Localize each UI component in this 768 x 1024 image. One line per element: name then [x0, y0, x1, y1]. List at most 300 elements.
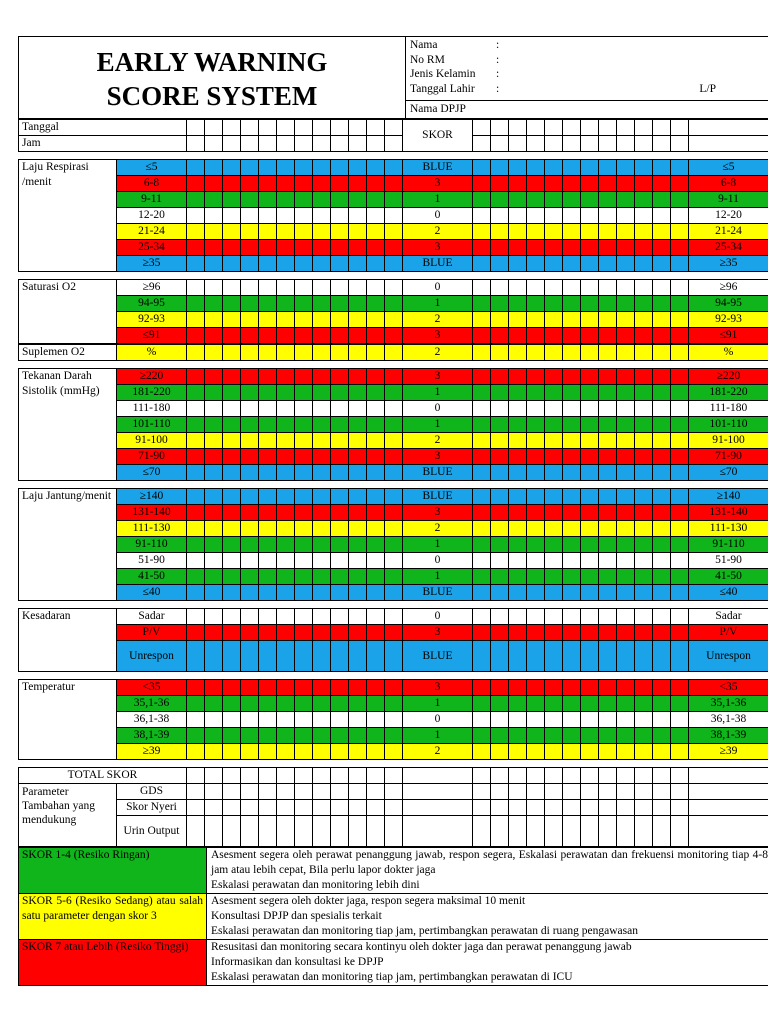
score-entry-cell[interactable]: [527, 712, 545, 728]
score-entry-cell[interactable]: [295, 369, 313, 385]
score-entry-cell[interactable]: [527, 176, 545, 192]
score-entry-cell[interactable]: [509, 800, 527, 816]
score-entry-cell[interactable]: [473, 744, 491, 760]
score-entry-cell[interactable]: [473, 768, 491, 784]
score-entry-cell[interactable]: [527, 312, 545, 328]
score-entry-cell[interactable]: [473, 712, 491, 728]
score-entry-cell[interactable]: [187, 768, 205, 784]
field-no-rm[interactable]: No RM :: [410, 53, 500, 66]
score-entry-cell[interactable]: [599, 296, 617, 312]
score-entry-cell[interactable]: [385, 744, 403, 760]
score-entry-cell[interactable]: [313, 585, 331, 601]
score-entry-cell[interactable]: [277, 744, 295, 760]
score-entry-cell[interactable]: [385, 328, 403, 344]
score-entry-cell[interactable]: [545, 696, 563, 712]
score-entry-cell[interactable]: [331, 176, 349, 192]
score-entry-cell[interactable]: [563, 120, 581, 136]
score-entry-cell[interactable]: [527, 465, 545, 481]
score-entry-cell[interactable]: [187, 680, 205, 696]
score-entry-cell[interactable]: [617, 800, 635, 816]
score-entry-cell[interactable]: [223, 192, 241, 208]
score-entry-cell[interactable]: [527, 800, 545, 816]
score-entry-cell[interactable]: [313, 369, 331, 385]
score-entry-cell[interactable]: [527, 280, 545, 296]
score-entry-cell[interactable]: [545, 625, 563, 641]
score-entry-cell[interactable]: [653, 401, 671, 417]
score-entry-cell[interactable]: [241, 625, 259, 641]
score-entry-cell[interactable]: [581, 369, 599, 385]
score-entry-cell[interactable]: [545, 728, 563, 744]
score-entry-cell[interactable]: [367, 641, 385, 672]
score-entry-cell[interactable]: [653, 609, 671, 625]
score-entry-cell[interactable]: [313, 744, 331, 760]
score-entry-cell[interactable]: [385, 728, 403, 744]
score-entry-cell[interactable]: [671, 784, 689, 800]
score-entry-cell[interactable]: [223, 136, 241, 152]
score-entry-cell[interactable]: [385, 369, 403, 385]
score-entry-cell[interactable]: [385, 537, 403, 553]
score-entry-cell[interactable]: [187, 224, 205, 240]
score-entry-cell[interactable]: [653, 256, 671, 272]
score-entry-cell[interactable]: [671, 280, 689, 296]
score-entry-cell[interactable]: [295, 280, 313, 296]
score-entry-cell[interactable]: [509, 744, 527, 760]
score-entry-cell[interactable]: [259, 328, 277, 344]
score-entry-cell[interactable]: [653, 537, 671, 553]
score-entry-cell[interactable]: [509, 280, 527, 296]
score-entry-cell[interactable]: [563, 696, 581, 712]
score-entry-cell[interactable]: [581, 800, 599, 816]
score-entry-cell[interactable]: [671, 489, 689, 505]
score-entry-cell[interactable]: [599, 641, 617, 672]
field-jenis-kelamin[interactable]: Jenis Kelamin :: [410, 68, 500, 80]
score-entry-cell[interactable]: [187, 192, 205, 208]
score-entry-cell[interactable]: [223, 328, 241, 344]
score-entry-cell[interactable]: [599, 505, 617, 521]
score-entry-cell[interactable]: [563, 609, 581, 625]
score-entry-cell[interactable]: [635, 712, 653, 728]
score-entry-cell[interactable]: [223, 585, 241, 601]
score-entry-cell[interactable]: [617, 585, 635, 601]
score-entry-cell[interactable]: [223, 465, 241, 481]
score-entry-cell[interactable]: [277, 712, 295, 728]
score-entry-cell[interactable]: [473, 625, 491, 641]
score-entry-cell[interactable]: [205, 505, 223, 521]
score-entry-cell[interactable]: [545, 505, 563, 521]
score-entry-cell[interactable]: [385, 312, 403, 328]
score-entry-cell[interactable]: [205, 521, 223, 537]
score-entry-cell[interactable]: [259, 417, 277, 433]
score-entry-cell[interactable]: [491, 553, 509, 569]
score-entry-cell[interactable]: [491, 489, 509, 505]
score-entry-cell[interactable]: [473, 328, 491, 344]
score-entry-cell[interactable]: [331, 744, 349, 760]
score-entry-cell[interactable]: [563, 224, 581, 240]
score-entry-cell[interactable]: [689, 784, 768, 800]
score-entry-cell[interactable]: [671, 208, 689, 224]
score-entry-cell[interactable]: [313, 328, 331, 344]
score-entry-cell[interactable]: [635, 240, 653, 256]
score-entry-cell[interactable]: [331, 696, 349, 712]
score-entry-cell[interactable]: [367, 208, 385, 224]
score-entry-cell[interactable]: [509, 256, 527, 272]
score-entry-cell[interactable]: [581, 385, 599, 401]
score-entry-cell[interactable]: [205, 768, 223, 784]
score-entry-cell[interactable]: [205, 433, 223, 449]
score-entry-cell[interactable]: [599, 768, 617, 784]
score-entry-cell[interactable]: [295, 728, 313, 744]
score-entry-cell[interactable]: [527, 625, 545, 641]
score-entry-cell[interactable]: [635, 401, 653, 417]
score-entry-cell[interactable]: [563, 680, 581, 696]
score-entry-cell[interactable]: [385, 160, 403, 176]
score-entry-cell[interactable]: [545, 800, 563, 816]
score-entry-cell[interactable]: [403, 768, 473, 784]
score-entry-cell[interactable]: [367, 744, 385, 760]
score-entry-cell[interactable]: [545, 256, 563, 272]
score-entry-cell[interactable]: [581, 641, 599, 672]
score-entry-cell[interactable]: [491, 160, 509, 176]
score-entry-cell[interactable]: [385, 224, 403, 240]
score-entry-cell[interactable]: [617, 256, 635, 272]
score-entry-cell[interactable]: [581, 816, 599, 847]
score-entry-cell[interactable]: [313, 800, 331, 816]
score-entry-cell[interactable]: [241, 680, 259, 696]
score-entry-cell[interactable]: [331, 712, 349, 728]
score-entry-cell[interactable]: [205, 280, 223, 296]
score-entry-cell[interactable]: [563, 136, 581, 152]
score-entry-cell[interactable]: [385, 800, 403, 816]
score-entry-cell[interactable]: [367, 625, 385, 641]
score-entry-cell[interactable]: [223, 553, 241, 569]
score-entry-cell[interactable]: [473, 609, 491, 625]
score-entry-cell[interactable]: [349, 280, 367, 296]
score-entry-cell[interactable]: [473, 385, 491, 401]
score-entry-cell[interactable]: [491, 521, 509, 537]
score-entry-cell[interactable]: [241, 449, 259, 465]
score-entry-cell[interactable]: [187, 696, 205, 712]
score-entry-cell[interactable]: [241, 553, 259, 569]
score-entry-cell[interactable]: [473, 521, 491, 537]
score-entry-cell[interactable]: [653, 465, 671, 481]
score-entry-cell[interactable]: [671, 240, 689, 256]
score-entry-cell[interactable]: [599, 680, 617, 696]
score-entry-cell[interactable]: [509, 192, 527, 208]
score-entry-cell[interactable]: [491, 345, 509, 361]
score-entry-cell[interactable]: [527, 680, 545, 696]
score-entry-cell[interactable]: [653, 280, 671, 296]
score-entry-cell[interactable]: [331, 537, 349, 553]
score-entry-cell[interactable]: [385, 712, 403, 728]
score-entry-cell[interactable]: [259, 120, 277, 136]
score-entry-cell[interactable]: [527, 521, 545, 537]
score-entry-cell[interactable]: [653, 345, 671, 361]
score-entry-cell[interactable]: [349, 521, 367, 537]
score-entry-cell[interactable]: [223, 449, 241, 465]
score-entry-cell[interactable]: [349, 240, 367, 256]
score-entry-cell[interactable]: [223, 296, 241, 312]
score-entry-cell[interactable]: [331, 401, 349, 417]
score-entry-cell[interactable]: [259, 521, 277, 537]
score-entry-cell[interactable]: [241, 433, 259, 449]
score-entry-cell[interactable]: [599, 433, 617, 449]
score-entry-cell[interactable]: [473, 208, 491, 224]
score-entry-cell[interactable]: [617, 537, 635, 553]
score-entry-cell[interactable]: [259, 712, 277, 728]
score-entry-cell[interactable]: [367, 696, 385, 712]
score-entry-cell[interactable]: [349, 160, 367, 176]
score-entry-cell[interactable]: [241, 521, 259, 537]
score-entry-cell[interactable]: [635, 569, 653, 585]
score-entry-cell[interactable]: [491, 465, 509, 481]
score-entry-cell[interactable]: [563, 176, 581, 192]
score-entry-cell[interactable]: [545, 240, 563, 256]
score-entry-cell[interactable]: [581, 784, 599, 800]
score-entry-cell[interactable]: [331, 433, 349, 449]
score-entry-cell[interactable]: [581, 224, 599, 240]
score-entry-cell[interactable]: [545, 537, 563, 553]
score-entry-cell[interactable]: [473, 489, 491, 505]
score-entry-cell[interactable]: [367, 768, 385, 784]
score-entry-cell[interactable]: [295, 625, 313, 641]
score-entry-cell[interactable]: [545, 417, 563, 433]
score-entry-cell[interactable]: [617, 712, 635, 728]
score-entry-cell[interactable]: [223, 256, 241, 272]
score-entry-cell[interactable]: [563, 328, 581, 344]
score-entry-cell[interactable]: [385, 625, 403, 641]
score-entry-cell[interactable]: [187, 585, 205, 601]
score-entry-cell[interactable]: [277, 609, 295, 625]
score-entry-cell[interactable]: [635, 696, 653, 712]
score-entry-cell[interactable]: [241, 609, 259, 625]
score-entry-cell[interactable]: [205, 208, 223, 224]
score-entry-cell[interactable]: [367, 489, 385, 505]
score-entry-cell[interactable]: [491, 136, 509, 152]
score-entry-cell[interactable]: [671, 641, 689, 672]
score-entry-cell[interactable]: [277, 345, 295, 361]
score-entry-cell[interactable]: [241, 712, 259, 728]
score-entry-cell[interactable]: [349, 505, 367, 521]
score-entry-cell[interactable]: [599, 401, 617, 417]
score-entry-cell[interactable]: [367, 136, 385, 152]
score-entry-cell[interactable]: [545, 160, 563, 176]
score-entry-cell[interactable]: [599, 728, 617, 744]
score-entry-cell[interactable]: [635, 256, 653, 272]
score-entry-cell[interactable]: [491, 280, 509, 296]
score-entry-cell[interactable]: [653, 505, 671, 521]
score-entry-cell[interactable]: [545, 192, 563, 208]
score-entry-cell[interactable]: [671, 136, 689, 152]
score-entry-cell[interactable]: [653, 417, 671, 433]
score-entry-cell[interactable]: [689, 800, 768, 816]
score-entry-cell[interactable]: [187, 521, 205, 537]
score-entry-cell[interactable]: [617, 553, 635, 569]
score-entry-cell[interactable]: [277, 160, 295, 176]
score-entry-cell[interactable]: [635, 312, 653, 328]
score-entry-cell[interactable]: [313, 176, 331, 192]
score-entry-cell[interactable]: [385, 345, 403, 361]
score-entry-cell[interactable]: [545, 712, 563, 728]
score-entry-cell[interactable]: [545, 280, 563, 296]
score-entry-cell[interactable]: [205, 240, 223, 256]
score-entry-cell[interactable]: [671, 521, 689, 537]
score-entry-cell[interactable]: [581, 537, 599, 553]
score-entry-cell[interactable]: [509, 312, 527, 328]
score-entry-cell[interactable]: [545, 465, 563, 481]
score-entry-cell[interactable]: [617, 345, 635, 361]
score-entry-cell[interactable]: [223, 160, 241, 176]
score-entry-cell[interactable]: [313, 345, 331, 361]
score-entry-cell[interactable]: [563, 433, 581, 449]
score-entry-cell[interactable]: [331, 280, 349, 296]
score-entry-cell[interactable]: [331, 641, 349, 672]
score-entry-cell[interactable]: [223, 417, 241, 433]
score-entry-cell[interactable]: [331, 136, 349, 152]
score-entry-cell[interactable]: [473, 401, 491, 417]
score-entry-cell[interactable]: [241, 328, 259, 344]
score-entry-cell[interactable]: [581, 328, 599, 344]
score-entry-cell[interactable]: [367, 240, 385, 256]
score-entry-cell[interactable]: [313, 696, 331, 712]
score-entry-cell[interactable]: [295, 449, 313, 465]
score-entry-cell[interactable]: [187, 489, 205, 505]
score-entry-cell[interactable]: [187, 553, 205, 569]
score-entry-cell[interactable]: [385, 208, 403, 224]
score-entry-cell[interactable]: [277, 489, 295, 505]
score-entry-cell[interactable]: [545, 136, 563, 152]
score-entry-cell[interactable]: [473, 280, 491, 296]
score-entry-cell[interactable]: [473, 800, 491, 816]
score-entry-cell[interactable]: [331, 296, 349, 312]
score-entry-cell[interactable]: [545, 553, 563, 569]
score-entry-cell[interactable]: [545, 816, 563, 847]
score-entry-cell[interactable]: [313, 256, 331, 272]
score-entry-cell[interactable]: [331, 465, 349, 481]
score-entry-cell[interactable]: [277, 312, 295, 328]
score-entry-cell[interactable]: [313, 296, 331, 312]
score-entry-cell[interactable]: [241, 176, 259, 192]
score-entry-cell[interactable]: [563, 369, 581, 385]
score-entry-cell[interactable]: [295, 784, 313, 800]
score-entry-cell[interactable]: [349, 120, 367, 136]
score-entry-cell[interactable]: [295, 521, 313, 537]
score-entry-cell[interactable]: [617, 609, 635, 625]
score-entry-cell[interactable]: [509, 569, 527, 585]
score-entry-cell[interactable]: [545, 176, 563, 192]
score-entry-cell[interactable]: [331, 569, 349, 585]
score-entry-cell[interactable]: [349, 417, 367, 433]
score-entry-cell[interactable]: [187, 240, 205, 256]
score-entry-cell[interactable]: [331, 328, 349, 344]
score-entry-cell[interactable]: [205, 465, 223, 481]
score-entry-cell[interactable]: [259, 625, 277, 641]
score-entry-cell[interactable]: [349, 433, 367, 449]
score-entry-cell[interactable]: [385, 256, 403, 272]
score-entry-cell[interactable]: [599, 537, 617, 553]
score-entry-cell[interactable]: [349, 800, 367, 816]
score-entry-cell[interactable]: [187, 401, 205, 417]
score-entry-cell[interactable]: [349, 328, 367, 344]
score-entry-cell[interactable]: [277, 784, 295, 800]
score-entry-cell[interactable]: [349, 553, 367, 569]
score-entry-cell[interactable]: [635, 728, 653, 744]
score-entry-cell[interactable]: [563, 728, 581, 744]
score-entry-cell[interactable]: [509, 625, 527, 641]
score-entry-cell[interactable]: [491, 192, 509, 208]
score-entry-cell[interactable]: [259, 345, 277, 361]
score-entry-cell[interactable]: [205, 176, 223, 192]
score-entry-cell[interactable]: [367, 160, 385, 176]
score-entry-cell[interactable]: [241, 784, 259, 800]
score-entry-cell[interactable]: [187, 136, 205, 152]
score-entry-cell[interactable]: [241, 585, 259, 601]
score-entry-cell[interactable]: [527, 585, 545, 601]
score-entry-cell[interactable]: [349, 816, 367, 847]
score-entry-cell[interactable]: [563, 240, 581, 256]
score-entry-cell[interactable]: [563, 280, 581, 296]
score-entry-cell[interactable]: [599, 465, 617, 481]
score-entry-cell[interactable]: [241, 240, 259, 256]
score-entry-cell[interactable]: [367, 505, 385, 521]
score-entry-cell[interactable]: [241, 641, 259, 672]
score-entry-cell[interactable]: [527, 120, 545, 136]
score-entry-cell[interactable]: [509, 433, 527, 449]
score-entry-cell[interactable]: [259, 240, 277, 256]
score-entry-cell[interactable]: [545, 433, 563, 449]
score-entry-cell[interactable]: [491, 176, 509, 192]
score-entry-cell[interactable]: [331, 208, 349, 224]
score-entry-cell[interactable]: [509, 160, 527, 176]
score-entry-cell[interactable]: [653, 816, 671, 847]
score-entry-cell[interactable]: [689, 816, 768, 847]
score-entry-cell[interactable]: [581, 569, 599, 585]
score-entry-cell[interactable]: [349, 489, 367, 505]
score-entry-cell[interactable]: [635, 224, 653, 240]
score-entry-cell[interactable]: [259, 465, 277, 481]
score-entry-cell[interactable]: [473, 816, 491, 847]
score-entry-cell[interactable]: [473, 176, 491, 192]
score-entry-cell[interactable]: [599, 328, 617, 344]
score-entry-cell[interactable]: [491, 449, 509, 465]
score-entry-cell[interactable]: [259, 585, 277, 601]
score-entry-cell[interactable]: [581, 696, 599, 712]
score-entry-cell[interactable]: [313, 208, 331, 224]
score-entry-cell[interactable]: [331, 192, 349, 208]
score-entry-cell[interactable]: [331, 312, 349, 328]
score-entry-cell[interactable]: [277, 136, 295, 152]
score-entry-cell[interactable]: [653, 553, 671, 569]
score-entry-cell[interactable]: [527, 417, 545, 433]
score-entry-cell[interactable]: [205, 401, 223, 417]
score-entry-cell[interactable]: [223, 240, 241, 256]
score-entry-cell[interactable]: [563, 296, 581, 312]
score-entry-cell[interactable]: [385, 465, 403, 481]
score-entry-cell[interactable]: [527, 192, 545, 208]
score-entry-cell[interactable]: [295, 816, 313, 847]
score-entry-cell[interactable]: [617, 465, 635, 481]
score-entry-cell[interactable]: [509, 816, 527, 847]
score-entry-cell[interactable]: [581, 728, 599, 744]
score-entry-cell[interactable]: [349, 537, 367, 553]
score-entry-cell[interactable]: [187, 385, 205, 401]
score-entry-cell[interactable]: [617, 208, 635, 224]
score-entry-cell[interactable]: [331, 256, 349, 272]
score-entry-cell[interactable]: [313, 625, 331, 641]
score-entry-cell[interactable]: [187, 712, 205, 728]
score-entry-cell[interactable]: [545, 449, 563, 465]
score-entry-cell[interactable]: [599, 521, 617, 537]
score-entry-cell[interactable]: [599, 136, 617, 152]
